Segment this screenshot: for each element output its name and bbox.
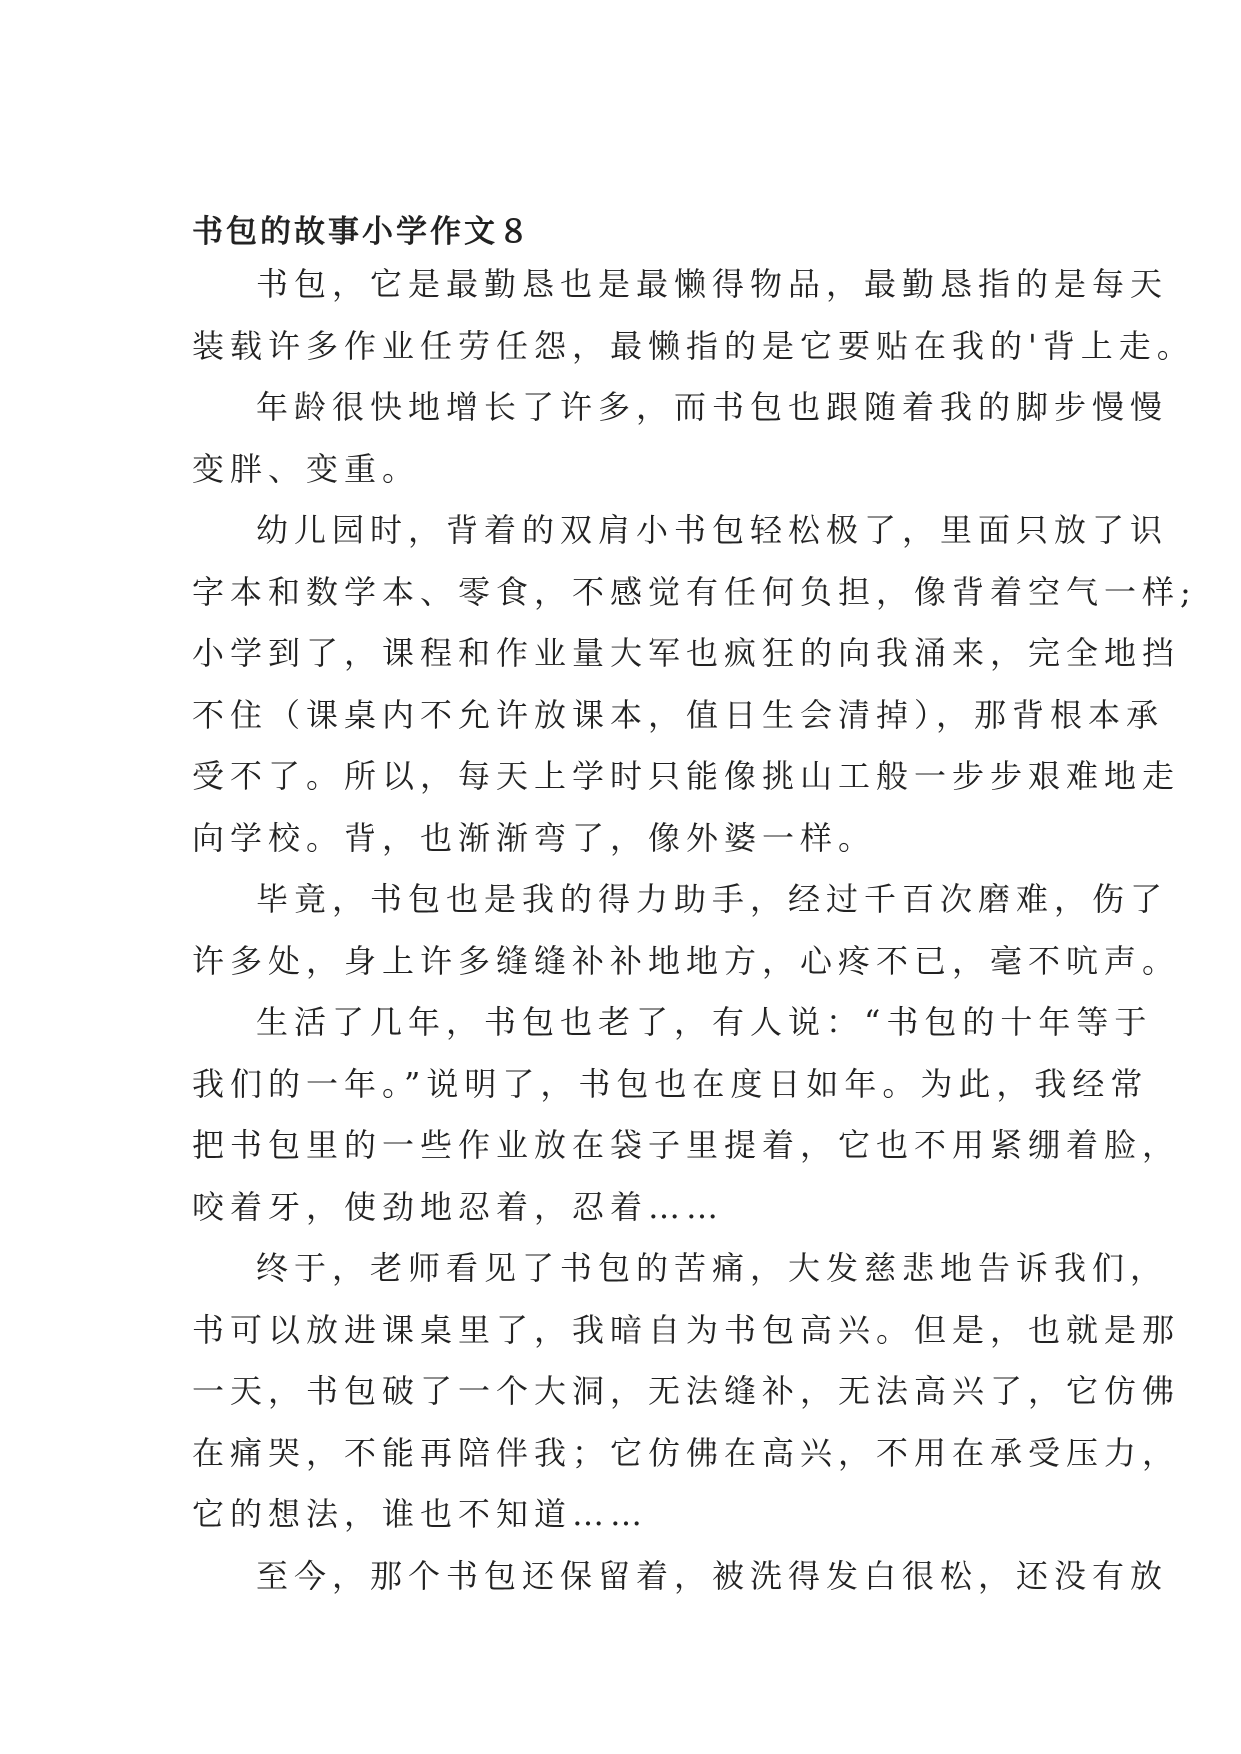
text-line: 毕竟，书包也是我的得力助手，经过千百次磨难，伤了 [256, 880, 1169, 918]
paragraph-7 [192, 1546, 1169, 1608]
paragraph-6 [192, 1238, 1181, 1546]
text-line: 字本和数学本、零食，不感觉有任何负担，像背着空气一样; [192, 572, 1197, 611]
text-line: 变胖、变重。 [192, 449, 421, 488]
paragraph-3 [192, 500, 1197, 869]
text-line: 把书包里的一些作业放在袋子里提着，它也不用紧绷着脸， [192, 1126, 1181, 1164]
paragraph-2 [192, 377, 1169, 500]
paragraph-1 [192, 254, 1195, 377]
text-line: 小学到了，课程和作业量大军也疯狂的向我涌来，完全地挡 [192, 634, 1181, 672]
text-line: 不住（课桌内不允许放课本，值日生会清掉），那背根本承 [192, 695, 1165, 734]
text-line: 终于，老师看见了书包的苦痛，大发慈悲地告诉我们， [256, 1249, 1169, 1287]
text-line: 在痛哭，不能再陪伴我；它仿佛在高兴，不用在承受压力， [192, 1433, 1181, 1472]
article-body [192, 210, 1197, 1607]
text-line: 它的想法，谁也不知道…… [192, 1495, 649, 1533]
text-line: 受不了。所以，每天上学时只能像挑山工般一步步艰难地走 [192, 757, 1181, 795]
text-line: 咬着牙，使劲地忍着，忍着…… [192, 1187, 725, 1226]
text-line: 向学校。背，也渐渐弯了，像外婆一样。 [192, 818, 877, 857]
paragraph-4 [192, 869, 1181, 992]
text-line: 幼儿园时，背着的双肩小书包轻松极了，里面只放了识 [256, 511, 1169, 549]
text-line: 书可以放进课桌里了，我暗自为书包高兴。但是，也就是那 [192, 1310, 1181, 1349]
article-title: 书包的故事小学作文８ [192, 214, 532, 250]
text-line: 生活了几年，书包也老了，有人说：“书包的十年等于 [256, 1003, 1153, 1041]
text-line: 装载许多作业任劳任怨，最懒指的是它要贴在我的'背上走。 [192, 326, 1195, 365]
text-line: 许多处，身上许多缝缝补补地地方，心疼不已，毫不吭声。 [192, 941, 1181, 980]
paragraph-5 [192, 992, 1181, 1238]
text-line: 我们的一年。”说明了，书包也在度日如年。为此，我经常 [192, 1064, 1149, 1103]
text-line: 至今，那个书包还保留着，被洗得发白很松，还没有放 [256, 1556, 1169, 1595]
text-line: 一天，书包破了一个大洞，无法缝补，无法高兴了，它仿佛 [192, 1372, 1181, 1410]
text-line: 书包，它是最勤恳也是最懒得物品，最勤恳指的是每天 [256, 265, 1169, 303]
text-line: 年龄很快地增长了许多，而书包也跟随着我的脚步慢慢 [256, 388, 1169, 426]
